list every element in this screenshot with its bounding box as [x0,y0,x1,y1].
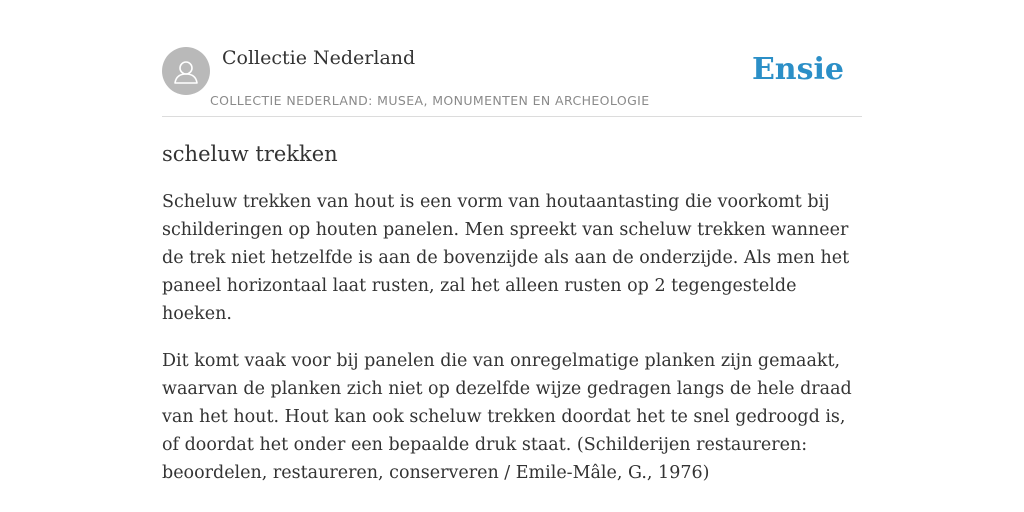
header [162,46,862,117]
article [162,138,864,506]
user-silhouette-icon [162,47,210,95]
brand-logo[interactable]: Ensie [751,52,844,87]
avatar[interactable] [162,47,210,95]
article-title: scheluw trekken [162,142,338,166]
article-paragraph: Dit komt vaak voor bij panelen die van onregelmatige planken zijn gemaakt, waarvan de planken zich niet op dezelfde wijze gedragen langs de hele draad van het hout. Hout kan ook scheluw trekken doordat het te snel gedroogd is, of doordat het onder een bepaalde druk staat. (Schilderijen restaureren: beoordelen, restaureren, conserveren / Emile-Mâle, G., 1976) [162,351,852,483]
author-name[interactable]: Collectie Nederland [222,47,416,69]
article-paragraph: Scheluw trekken van hout is een vorm van houtaantasting die voorkomt bij schilderingen op houten panelen. Men spreekt van scheluw trekken wanneer de trek niet hetzelfde is aan de bovenzijde als aan de onderzijde. Als men het paneel horizontaal laat rusten, zal het alleen rusten op 2 tegengestelde hoeken. [162,192,850,324]
source-subtitle[interactable]: COLLECTIE NEDERLAND: MUSEA, MONUMENTEN EN ARCHEOLOGIE [210,93,650,108]
